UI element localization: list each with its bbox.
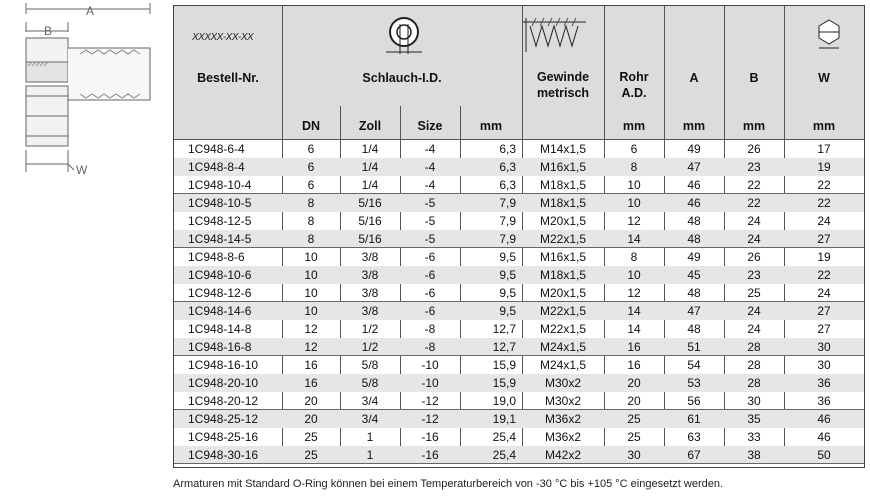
table-cell: 10 (304, 268, 318, 282)
table-cell: -10 (421, 376, 439, 390)
table-cell: 9,5 (499, 304, 516, 318)
table-cell: 22 (817, 268, 831, 282)
subheader-mm-a: mm (682, 119, 706, 133)
table-cell: 1C948-12-6 (188, 286, 252, 300)
table-cell: 12 (627, 286, 641, 300)
table-cell: 16 (627, 358, 641, 372)
table-cell: 46 (687, 178, 701, 192)
table-cell: 3/8 (361, 286, 379, 300)
table-cell: 33 (747, 430, 761, 444)
table-cell: 10 (304, 286, 318, 300)
table-cell: 25 (627, 430, 641, 444)
table-cell: 1C948-14-8 (188, 322, 252, 336)
table-cell: 46 (817, 430, 831, 444)
table-cell: 22 (747, 178, 761, 192)
fitting-table (173, 5, 865, 468)
table-cell: M22x1,5 (539, 232, 587, 246)
table-cell: M14x1,5 (539, 142, 587, 156)
table-cell: M36x2 (544, 430, 582, 444)
table-cell: -10 (421, 358, 439, 372)
table-cell: M16x1,5 (539, 160, 587, 174)
table-cell: 8 (630, 250, 638, 264)
table-cell: 19,1 (492, 412, 516, 426)
table-cell: 1C948-16-10 (188, 358, 259, 372)
table-cell: 10 (304, 250, 318, 264)
table-cell: -6 (424, 250, 436, 264)
table-cell: 25 (304, 448, 318, 462)
table-cell: 6,3 (499, 142, 516, 156)
table-cell: 22 (817, 178, 831, 192)
table-cell: 1C948-10-4 (188, 178, 252, 192)
table-cell: 1/2 (361, 340, 379, 354)
table-cell: 30 (747, 394, 761, 408)
table-cell: 1C948-14-5 (188, 232, 252, 246)
table-cell: 24 (747, 304, 761, 318)
table-cell: 38 (747, 448, 761, 462)
table-header (174, 6, 864, 139)
table-cell: 6 (307, 160, 315, 174)
table-cell: 1C948-20-12 (188, 394, 259, 408)
table-cell: 30 (817, 358, 831, 372)
table-cell: 1C948-20-10 (188, 376, 259, 390)
table-cell: -16 (421, 430, 439, 444)
table-cell: M18x1,5 (539, 268, 587, 282)
table-cell: M18x1,5 (539, 178, 587, 192)
table-cell: M42x2 (544, 448, 582, 462)
table-cell: M24x1,5 (539, 358, 587, 372)
table-row (174, 176, 864, 194)
table-cell: 3/4 (361, 394, 379, 408)
table-cell: 19 (817, 250, 831, 264)
table-cell: 22 (817, 196, 831, 210)
table-cell: 1C948-25-16 (188, 430, 259, 444)
table-cell: 20 (304, 412, 318, 426)
table-cell: 3/8 (361, 304, 379, 318)
table-cell: 23 (747, 160, 761, 174)
table-cell: 3/4 (361, 412, 379, 426)
table-cell: -6 (424, 268, 436, 282)
table-cell: 27 (817, 322, 831, 336)
table-cell: 1C948-30-16 (188, 448, 259, 462)
table-cell: 3/8 (361, 250, 379, 264)
table-row (174, 248, 864, 266)
dimension-b-label: B (44, 24, 53, 38)
table-cell: -5 (424, 214, 436, 228)
table-cell: 6,3 (499, 178, 516, 192)
table-cell: -5 (424, 232, 436, 246)
table-cell: 14 (627, 232, 641, 246)
table-cell: 63 (687, 430, 701, 444)
table-cell: 1C948-8-4 (188, 160, 245, 174)
table-row (174, 392, 864, 410)
hose-cross-section-icon (380, 10, 428, 60)
table-cell: 1C948-14-6 (188, 304, 252, 318)
table-cell: 49 (687, 250, 701, 264)
table-row (174, 374, 864, 392)
table-cell: 8 (307, 232, 315, 246)
table-cell: 1C948-10-6 (188, 268, 252, 282)
table-cell: 3/8 (361, 268, 379, 282)
table-row (174, 230, 864, 248)
table-cell: -8 (424, 340, 436, 354)
table-cell: 48 (687, 214, 701, 228)
table-cell: 12,7 (492, 340, 516, 354)
table-cell: 28 (747, 376, 761, 390)
table-cell: 48 (687, 286, 701, 300)
table-cell: M30x2 (544, 394, 582, 408)
table-cell: 51 (687, 340, 701, 354)
table-cell: -8 (424, 322, 436, 336)
table-cell: 6,3 (499, 160, 516, 174)
table-cell: 26 (747, 142, 761, 156)
table-cell: M20x1,5 (539, 214, 587, 228)
table-cell: 10 (627, 196, 641, 210)
table-cell: 9,5 (499, 286, 516, 300)
header-w: W (818, 71, 830, 85)
table-cell: 25 (304, 430, 318, 444)
table-cell: 12,7 (492, 322, 516, 336)
table-cell: 1/4 (361, 142, 379, 156)
table-cell: 1C948-12-5 (188, 214, 252, 228)
table-cell: M16x1,5 (539, 250, 587, 264)
table-cell: -5 (424, 196, 436, 210)
subheader-mm-hose: mm (479, 119, 503, 133)
fitting-drawing (0, 0, 170, 200)
footnote: Armaturen mit Standard O-Ring können bei einem Temperaturbereich von -30 °C bis +105 °C eingesetzt werden. (173, 478, 724, 490)
table-cell: M30x2 (544, 376, 582, 390)
table-cell: 46 (817, 412, 831, 426)
dimension-w-label: W (76, 163, 88, 177)
table-cell: 20 (627, 394, 641, 408)
table-cell: 5/8 (361, 358, 379, 372)
table-cell: 28 (747, 358, 761, 372)
table-cell: -4 (424, 142, 436, 156)
header-order-no: Bestell-Nr. (197, 71, 259, 85)
table-row (174, 338, 864, 356)
subheader-size: Size (417, 119, 443, 133)
table-cell: 45 (687, 268, 701, 282)
table-cell: 53 (687, 376, 701, 390)
table-row (174, 212, 864, 230)
table-cell: 5/8 (361, 376, 379, 390)
subheader-dn: DN (301, 119, 321, 133)
table-cell: M24x1,5 (539, 340, 587, 354)
table-cell: 16 (627, 340, 641, 354)
table-cell: 1 (366, 448, 374, 462)
table-cell: 12 (304, 340, 318, 354)
table-cell: 1C948-10-5 (188, 196, 252, 210)
table-cell: 23 (747, 268, 761, 282)
table-cell: 7,9 (499, 232, 516, 246)
table-cell: 27 (817, 304, 831, 318)
table-row (174, 158, 864, 176)
table-cell: 10 (627, 178, 641, 192)
subheader-mm-tube: mm (622, 119, 646, 133)
dimension-a-label: A (86, 4, 95, 18)
table-cell: 1/4 (361, 178, 379, 192)
table-cell: 5/16 (358, 232, 382, 246)
table-cell: 10 (627, 268, 641, 282)
table-row (174, 410, 864, 428)
table-cell: 56 (687, 394, 701, 408)
table-row (174, 428, 864, 446)
table-cell: 5/16 (358, 196, 382, 210)
header-tube-od: Rohr A.D. (619, 70, 649, 100)
table-row (174, 140, 864, 158)
table-row (174, 194, 864, 212)
table-cell: 1 (366, 430, 374, 444)
table-cell: 24 (747, 214, 761, 228)
table-cell: M22x1,5 (539, 304, 587, 318)
table-cell: 17 (817, 142, 831, 156)
table-cell: 25,4 (492, 448, 516, 462)
table-cell: M22x1,5 (539, 322, 587, 336)
header-a: A (689, 71, 699, 85)
table-cell: M18x1,5 (539, 196, 587, 210)
subheader-mm-b: mm (742, 119, 766, 133)
table-cell: -4 (424, 178, 436, 192)
table-cell: 47 (687, 160, 701, 174)
table-cell: 1C948-8-6 (188, 250, 245, 264)
table-cell: 49 (687, 142, 701, 156)
table-cell: 6 (307, 178, 315, 192)
table-cell: -12 (421, 394, 439, 408)
part-code-pattern: XXXXX-XX-XX (192, 32, 254, 43)
table-cell: -6 (424, 304, 436, 318)
table-cell: 28 (747, 340, 761, 354)
table-cell: 22 (747, 196, 761, 210)
table-cell: 24 (747, 232, 761, 246)
table-cell: 14 (627, 322, 641, 336)
table-cell: 12 (304, 322, 318, 336)
table-cell: 36 (817, 376, 831, 390)
table-cell: 9,5 (499, 268, 516, 282)
table-cell: 24 (817, 286, 831, 300)
table-cell: 36 (817, 394, 831, 408)
table-row (174, 446, 864, 464)
table-cell: 16 (304, 358, 318, 372)
table-cell: 1/2 (361, 322, 379, 336)
table-cell: 15,9 (492, 358, 516, 372)
table-cell: 48 (687, 232, 701, 246)
table-cell: 12 (627, 214, 641, 228)
table-cell: 35 (747, 412, 761, 426)
table-cell: 1C948-25-12 (188, 412, 259, 426)
table-cell: 8 (307, 196, 315, 210)
table-cell: 27 (817, 232, 831, 246)
table-cell: 20 (304, 394, 318, 408)
table-cell: 54 (687, 358, 701, 372)
table-cell: -12 (421, 412, 439, 426)
table-cell: 25,4 (492, 430, 516, 444)
header-hose-id: Schlauch-I.D. (362, 71, 442, 85)
table-cell: 8 (307, 214, 315, 228)
table-cell: 6 (630, 142, 638, 156)
table-cell: 19 (817, 160, 831, 174)
subheader-mm-w: mm (812, 119, 836, 133)
table-cell: 5/16 (358, 214, 382, 228)
table-cell: 9,5 (499, 250, 516, 264)
table-cell: 1/4 (361, 160, 379, 174)
table-cell: 67 (687, 448, 701, 462)
table-cell: 50 (817, 448, 831, 462)
table-cell: 20 (627, 376, 641, 390)
table-cell: -16 (421, 448, 439, 462)
table-cell: 30 (627, 448, 641, 462)
table-cell: 24 (747, 322, 761, 336)
table-cell: 26 (747, 250, 761, 264)
table-cell: 24 (817, 214, 831, 228)
table-cell: 7,9 (499, 214, 516, 228)
table-cell: 46 (687, 196, 701, 210)
table-cell: 1C948-16-8 (188, 340, 252, 354)
table-cell: -6 (424, 286, 436, 300)
table-row (174, 302, 864, 320)
thread-icon (522, 14, 592, 54)
table-row (174, 266, 864, 284)
table-cell: 25 (627, 412, 641, 426)
hex-nut-icon (816, 18, 842, 52)
table-cell: 6 (307, 142, 315, 156)
table-cell: 14 (627, 304, 641, 318)
table-cell: 25 (747, 286, 761, 300)
table-cell: M20x1,5 (539, 286, 587, 300)
table-cell: -4 (424, 160, 436, 174)
table-cell: 16 (304, 376, 318, 390)
table-cell: 1C948-6-4 (188, 142, 245, 156)
table-cell: 8 (630, 160, 638, 174)
header-b: B (749, 71, 759, 85)
header-thread: Gewinde metrisch (536, 70, 590, 100)
table-cell: M36x2 (544, 412, 582, 426)
table-cell: 10 (304, 304, 318, 318)
table-row (174, 356, 864, 374)
table-cell: 7,9 (499, 196, 516, 210)
table-cell: 47 (687, 304, 701, 318)
table-cell: 48 (687, 322, 701, 336)
table-cell: 19,0 (492, 394, 516, 408)
table-cell: 61 (687, 412, 701, 426)
table-cell: 15,9 (492, 376, 516, 390)
subheader-zoll: Zoll (358, 119, 382, 133)
table-cell: 30 (817, 340, 831, 354)
table-row (174, 284, 864, 302)
table-row (174, 320, 864, 338)
